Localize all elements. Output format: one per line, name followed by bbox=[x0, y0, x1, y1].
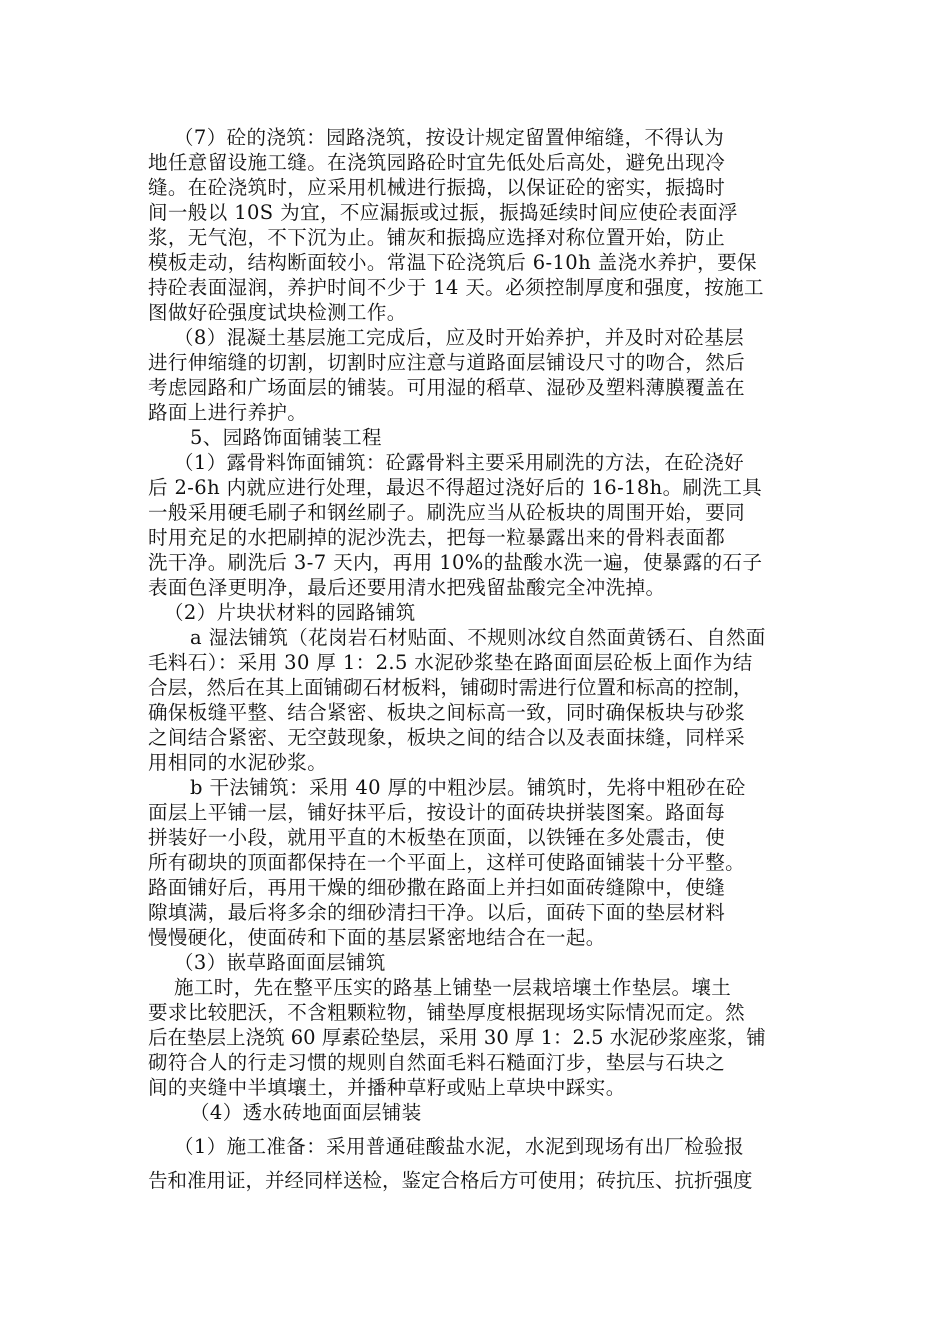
text-line: 一般采用硬毛刷子和钢丝刷子。刷洗应当从砼板块的周围开始，要同 bbox=[148, 501, 746, 524]
text-line: （1）施工准备：采用普通硅酸盐水泥，水泥到现场有出厂检验报 bbox=[174, 1135, 745, 1158]
text-line: 后 2-6h 内就应进行处理，最迟不得超过浇好后的 16-18h。刷洗工具 bbox=[148, 476, 763, 499]
subsection-heading: （2）片块状材料的园路铺筑 bbox=[164, 601, 416, 624]
text-line: 间一般以 10S 为宜，不应漏振或过振，振捣延续时间应使砼表面浮 bbox=[148, 201, 738, 224]
text-line: a 湿法铺筑（花岗岩石材贴面、不规则冰纹自然面黄锈石、自然面 bbox=[190, 626, 766, 649]
text-line: 要求比较肥沃，不含粗颗粒物，铺垫厚度根据现场实际情况而定。然 bbox=[148, 1001, 746, 1024]
text-line: 路面铺好后，再用干燥的细砂撒在路面上并扫如面砖缝隙中，使缝 bbox=[148, 876, 726, 899]
text-line: （8）混凝土基层施工完成后，应及时开始养护，并及时对砼基层 bbox=[174, 326, 745, 349]
text-line: 时用充足的水把刷掉的泥沙洗去，把每一粒暴露出来的骨料表面都 bbox=[148, 526, 726, 549]
text-line: 合层，然后在其上面铺砌石材板料，铺砌时需进行位置和标高的控制， bbox=[148, 676, 753, 699]
text-line: 用相同的水泥砂浆。 bbox=[148, 751, 328, 774]
text-line: b 干法铺筑：采用 40 厚的中粗沙层。铺筑时，先将中粗砂在砼 bbox=[190, 776, 746, 799]
section-heading: 5、园路饰面铺装工程 bbox=[190, 426, 382, 449]
text-line: 拼装好一小段，就用平直的木板垫在顶面，以铁锤在多处震击，使 bbox=[148, 826, 726, 849]
subsection-heading: （4）透水砖地面面层铺装 bbox=[190, 1101, 422, 1124]
text-line: 后在垫层上浇筑 60 厚素砼垫层，采用 30 厚 1：2.5 水泥砂浆座浆，铺 bbox=[148, 1026, 766, 1049]
text-line: 路面上进行养护。 bbox=[148, 401, 308, 424]
subsection-heading: （3）嵌草路面面层铺筑 bbox=[174, 951, 386, 974]
text-line: 所有砌块的顶面都保持在一个平面上，这样可使路面铺装十分平整。 bbox=[148, 851, 746, 874]
text-line: （1）露骨料饰面铺筑：砼露骨料主要采用刷洗的方法，在砼浇好 bbox=[174, 451, 745, 474]
text-line: 面层上平铺一层，铺好抹平后，按设计的面砖块拼装图案。路面每 bbox=[148, 801, 726, 824]
text-line: 图做好砼强度试块检测工作。 bbox=[148, 301, 407, 324]
text-line: 地任意留设施工缝。在浇筑园路砼时宜先低处后高处，避免出现冷 bbox=[148, 151, 726, 174]
text-line: 考虑园路和广场面层的铺装。可用湿的稻草、湿砂及塑料薄膜覆盖在 bbox=[148, 376, 746, 399]
text-line: 表面色泽更明净，最后还要用清水把残留盐酸完全冲洗掉。 bbox=[148, 576, 666, 599]
text-line: 告和准用证，并经同样送检，鉴定合格后方可使用；砖抗压、抗折强度 bbox=[148, 1169, 753, 1192]
text-line: 砌符合人的行走习惯的规则自然面毛料石糙面汀步，垫层与石块之 bbox=[148, 1051, 726, 1074]
text-line: 模板走动，结构断面较小。常温下砼浇筑后 6-10h 盖浇水养护，要保 bbox=[148, 251, 757, 274]
text-line: 进行伸缩缝的切割，切割时应注意与道路面层铺设尺寸的吻合，然后 bbox=[148, 351, 746, 374]
text-line: 毛料石）：采用 30 厚 1：2.5 水泥砂浆垫在路面面层砼板上面作为结 bbox=[148, 651, 753, 674]
text-line: 隙填满，最后将多余的细砂清扫干净。以后，面砖下面的垫层材料 bbox=[148, 901, 726, 924]
text-line: 之间结合紧密、无空鼓现象，板块之间的结合以及表面抹缝，同样采 bbox=[148, 726, 746, 749]
text-line: 浆，无气泡，不下沉为止。铺灰和振捣应选择对称位置开始，防止 bbox=[148, 226, 726, 249]
text-line: 洗干净。刷洗后 3-7 天内，再用 10%的盐酸水洗一遍，使暴露的石子 bbox=[148, 551, 763, 574]
text-line: 施工时，先在整平压实的路基上铺垫一层栽培壤土作垫层。壤土 bbox=[174, 976, 732, 999]
text-line: 间的夹缝中半填壤土，并播种草籽或贴上草块中踩实。 bbox=[148, 1076, 626, 1099]
text-line: （7）砼的浇筑：园路浇筑，按设计规定留置伸缩缝，不得认为 bbox=[174, 126, 725, 149]
text-line: 持砼表面湿润，养护时间不少于 14 天。必须控制厚度和强度，按施工 bbox=[148, 276, 764, 299]
text-line: 慢慢硬化，使面砖和下面的基层紧密地结合在一起。 bbox=[148, 926, 606, 949]
text-line: 缝。在砼浇筑时，应采用机械进行振捣，以保证砼的密实，振捣时 bbox=[148, 176, 726, 199]
text-line: 确保板缝平整、结合紧密、板块之间标高一致，同时确保板块与砂浆 bbox=[148, 701, 746, 724]
